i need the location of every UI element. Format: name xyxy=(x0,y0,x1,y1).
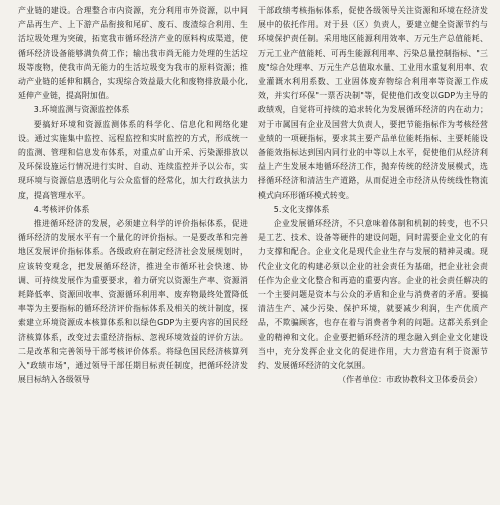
section-heading: 4.考核评价体系 xyxy=(33,204,90,214)
paragraph: 推进循环经济的发展，必须建立科学的评价指标体系，促进循环经济的发展水平有一个量化的评价指标。一是要改革和完善地区发展评价指标体系。各级政府在制定经济社会发展规划时，应该转变观念，把发展循环经济，推进全市循环社会快速、协调、可持续发展作为重要要求，着力研究以资源生产率、资源消耗降低率、资源回收率、资源循环利用率、废弃物最终处置降低率等为主要指标的循环经济评价指标体系及相关的统计制度，探索建立环境资源成本核算体系和以绿色GDP为主要内容的国民经济核算体系，改变过去重经济指标、忽视环境效益的评价方法。二是改革和完善领导干部考核评价体系。将绿色国民经济核算列入"政绩市场"，通过领导干部任期目标责任制度，把循环经济发展目标纳入各级领导 xyxy=(18,219,248,385)
section-heading: 5.文化支撑体系 xyxy=(273,204,330,214)
paragraph: 要搞好环境和资源监测体系的科学化、信息化和网络化建设。通过实施集中监控、远程监控和实时监控的方式，形成统一的监测、管理和信息发布体系，对重点矿山开采、污染源排放以及环保设施运行情况进行实时、自动、连续监控并予以公布，实现环境与资源信息透明化与公众监督的经常化，加大行政执法力度，提高管理水平。 xyxy=(18,119,248,200)
paragraph: 干部政绩考核指标体系，促使各级领导关注资源和环境在经济发展中的依托作用。对于县（区）负责人，要建立健全资源节约与环境保护责任制。采用地区能源利用效率、万元生产总值能耗、万元工业产值能耗、可再生能源利用率、污染总量控制指标、"三废"综合处理率、万元生产总值取水量、工业用水重复利用率、农业灌溉水利用系数、工业固体废弃物综合利用率等资源工作成效，并实行环保"一票否决制"等，促使他们改变以GDP为主导的政绩观，自觉将可持续的追求转化为发展循环经济的内在动力；对于市属国有企业及国营大负责人，要把节能指标作为考核经营业绩的一项硬指标，要求其主要产品单位能耗指标、主要耗能设备能效指标达到国内同行业的中等以上水平，促使他们从经济利益上产生发展本地循环经济工作，抛弃传统的经济发展模式，选择循环经济和清洁生产道路，从而促进全市经济从传统线性物流模式向环形循环模式转变。 xyxy=(258,6,488,200)
document-page xyxy=(18,4,488,502)
author-affiliation: （作者单位：市政协教科文卫体委员会） xyxy=(338,375,482,385)
section-heading: 3.环境监测与资源监控体系 xyxy=(33,105,130,115)
right-column xyxy=(258,4,488,502)
paragraph: 企业发展循环经济，不只意味着体制和机制的转变，也不只是工艺、技术、设备等硬件的建设问题，同时需要企业文化的有力支撑和配合。企业文化是现代企业生存与发展的精神灵魂。现代企业文化的构建必须以企业的社会责任为基础，把企业社会责任作为企业文化整合和再造的重要内容。企业的社会责任解决的一个主要问题是资本与公众的矛盾和企业与消费者的矛盾。要搞清洁生产、减少污染、保护环境，就要减少利润，生产优质产品，不欺骗顾客，也存在着与消费者争利的问题。这都关系到企业的精神和文化。企业要把循环经济的理念融入到企业文化建设当中，充分发挥企业文化的促进作用，大力营造有利于资源节约、发展循环经济的文化氛围。 xyxy=(258,219,488,371)
paragraph: 产业链的建设。合理整合市内资源，充分利用市外资源，以中间产品再生产、上下游产品衔接和尾矿、废石、废渣综合利用、生活垃圾处理为突破，拓宽我市循环经济产业的原料构成渠道，使循环经济设备能够满负荷工作；输出我市尚无能力处理的生活垃圾等废物，使我市尚无能力的生活垃圾变为我市的原料资源；推动产业链的延伸和耦合，实现综合效益最大化和废物排放最小化,延伸产业链，提高附加值。 xyxy=(18,6,248,101)
left-column xyxy=(18,4,248,502)
